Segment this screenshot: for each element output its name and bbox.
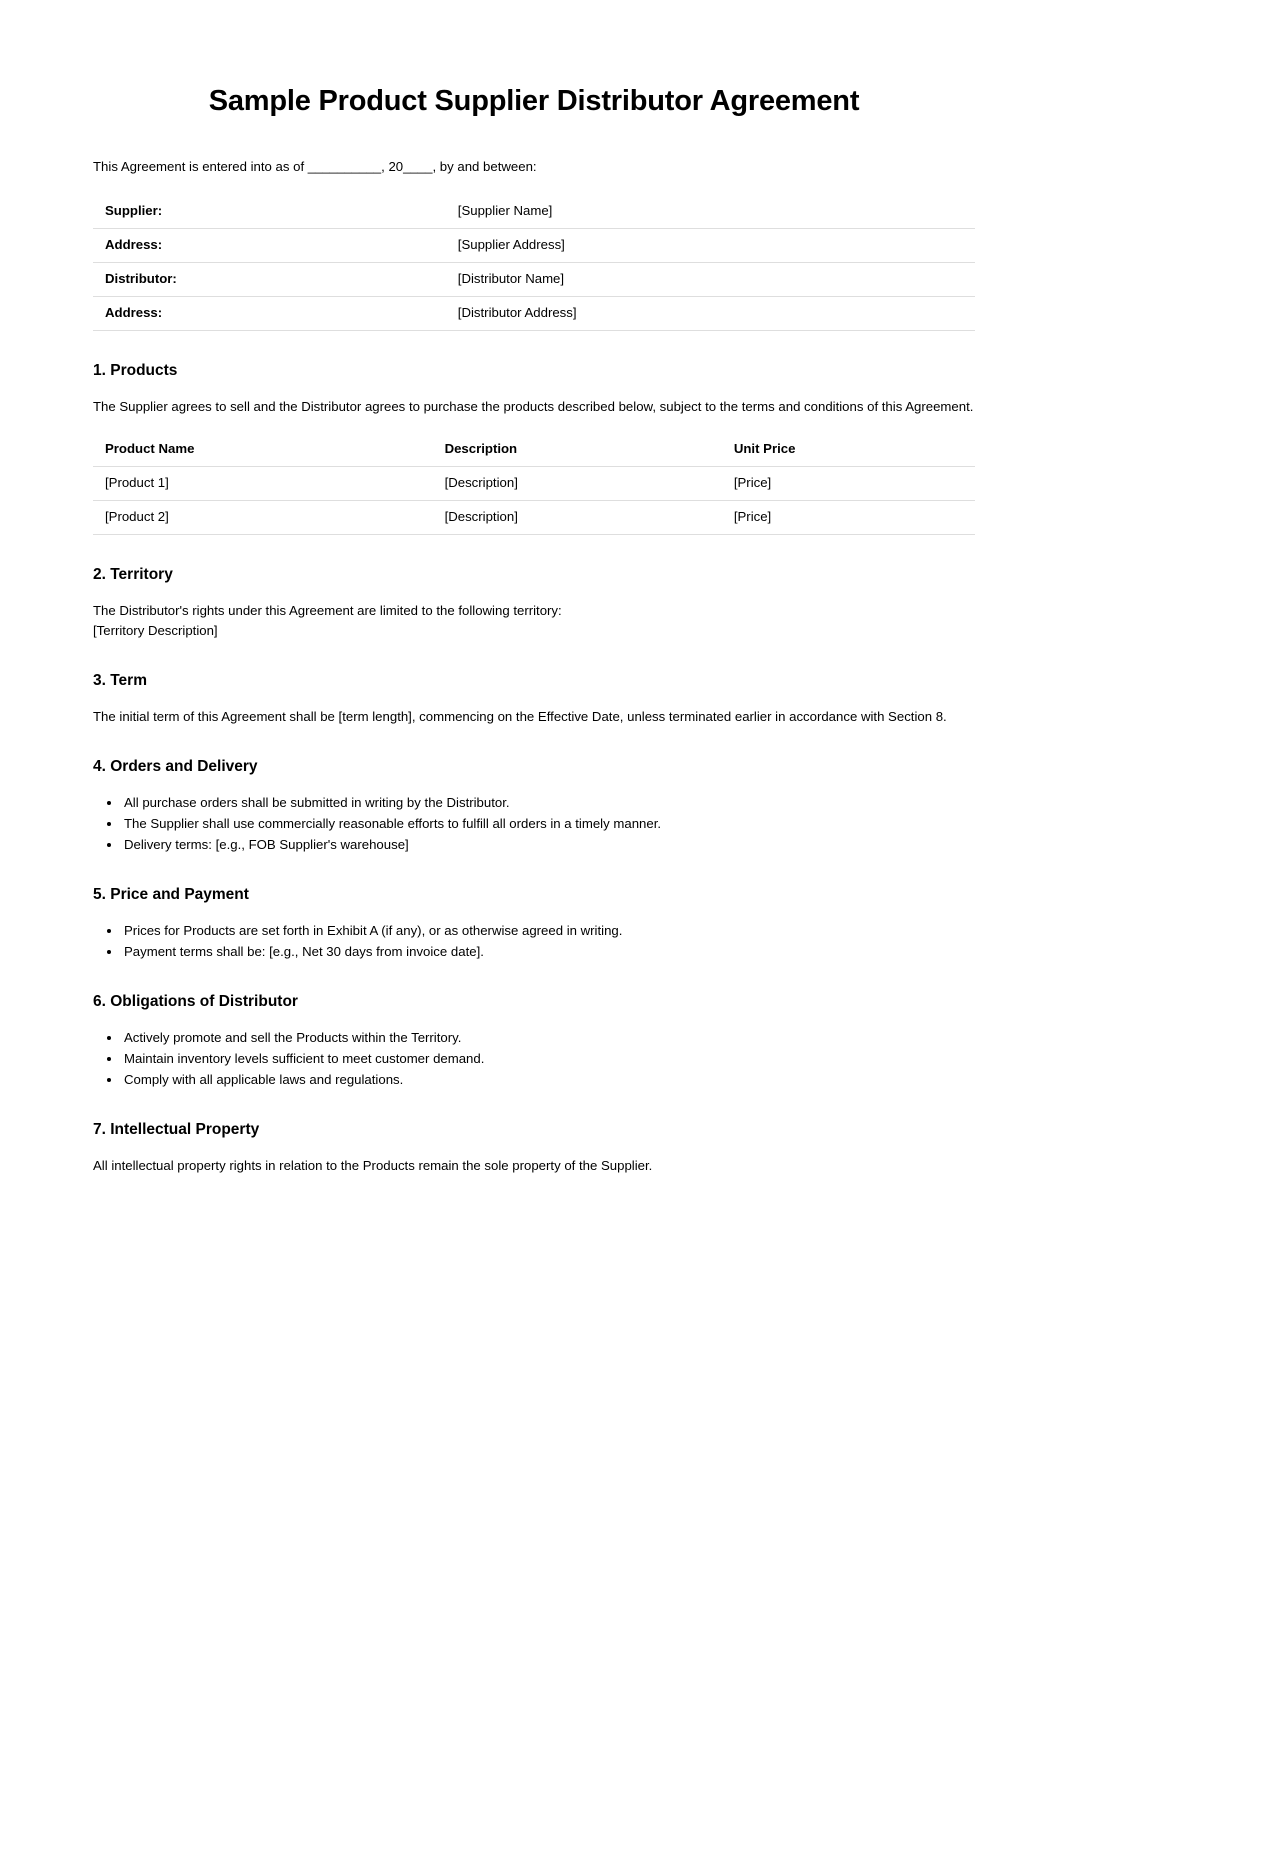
table-row (93, 466, 975, 500)
orders-and-delivery-list (93, 793, 975, 855)
obligations-of-distributor-list (93, 1028, 975, 1090)
products-table-body (93, 466, 975, 534)
table-row (93, 228, 975, 262)
section-heading-orders-and-delivery: 4. Orders and Delivery (93, 757, 258, 775)
cell-description: [Description] (433, 466, 722, 500)
section-paragraph-term: The initial term of this Agreement shall be [term length], commencing on the Effective Date, unless terminated earlier in accordance with Section 8. (93, 708, 947, 724)
section-heading-term: 3. Term (93, 671, 147, 689)
section-heading-obligations-of-distributor: 6. Obligations of Distributor (93, 992, 298, 1010)
column-header-description: Description (433, 433, 722, 467)
table-row (93, 195, 975, 229)
section-heading-price-and-payment: 5. Price and Payment (93, 885, 249, 903)
section-heading-intellectual-property: 7. Intellectual Property (93, 1120, 260, 1138)
section-heading-products: 1. Products (93, 361, 178, 379)
cell-unit-price: [Price] (722, 466, 975, 500)
cell-product-name: [Product 2] (93, 500, 433, 534)
cell-description: [Description] (433, 500, 722, 534)
list-item: • Maintain inventory levels sufficient to meet customer demand. (122, 1049, 975, 1069)
section-paragraph-intellectual-property: All intellectual property rights in relation to the Products remain the sole property of the Supplier. (93, 1157, 653, 1173)
section-heading-territory: 2. Territory (93, 565, 173, 583)
section-paragraph-territory: The Distributor's rights under this Agreement are limited to the following territory: (93, 602, 562, 618)
products-table (93, 433, 975, 535)
section-paragraph-products: The Supplier agrees to sell and the Distributor agrees to purchase the products described below, subject to the terms and conditions of this Agreement. (93, 398, 974, 414)
list-item: • Delivery terms: [e.g., FOB Supplier's warehouse] (122, 835, 975, 855)
price-and-payment-list (93, 921, 975, 962)
party-value: [Distributor Address] (446, 296, 975, 330)
document-page (93, 0, 975, 1176)
table-row (93, 262, 975, 296)
products-table-head (93, 433, 975, 467)
cell-product-name: [Product 1] (93, 466, 433, 500)
list-item: • All purchase orders shall be submitted in writing by the Distributor. (122, 793, 975, 813)
party-label: Address: (93, 296, 446, 330)
party-label: Distributor: (93, 262, 446, 296)
parties-table-body (93, 195, 975, 331)
list-item: • Prices for Products are set forth in Exhibit A (if any), or as otherwise agreed in writing. (122, 921, 975, 941)
list-item: • The Supplier shall use commercially reasonable efforts to fulfill all orders in a timely manner. (122, 814, 975, 834)
party-label: Address: (93, 228, 446, 262)
territory-description-placeholder: [Territory Description] (93, 622, 218, 638)
party-value: [Supplier Address] (446, 228, 975, 262)
party-label: Supplier: (93, 195, 446, 229)
cell-unit-price: [Price] (722, 500, 975, 534)
column-header-unit-price: Unit Price (722, 433, 975, 467)
party-value: [Supplier Name] (446, 195, 975, 229)
list-item: • Actively promote and sell the Products within the Territory. (122, 1028, 975, 1048)
column-header-product-name: Product Name (93, 433, 433, 467)
list-item: • Comply with all applicable laws and regulations. (122, 1070, 975, 1090)
table-header-row (93, 433, 975, 467)
list-item: • Payment terms shall be: [e.g., Net 30 days from invoice date]. (122, 942, 975, 962)
agreement-intro-paragraph: This Agreement is entered into as of __________, 20____, by and between: (93, 158, 537, 174)
parties-table (93, 195, 975, 331)
table-row (93, 296, 975, 330)
table-row (93, 500, 975, 534)
page-title: Sample Product Supplier Distributor Agreement (208, 85, 860, 117)
party-value: [Distributor Name] (446, 262, 975, 296)
